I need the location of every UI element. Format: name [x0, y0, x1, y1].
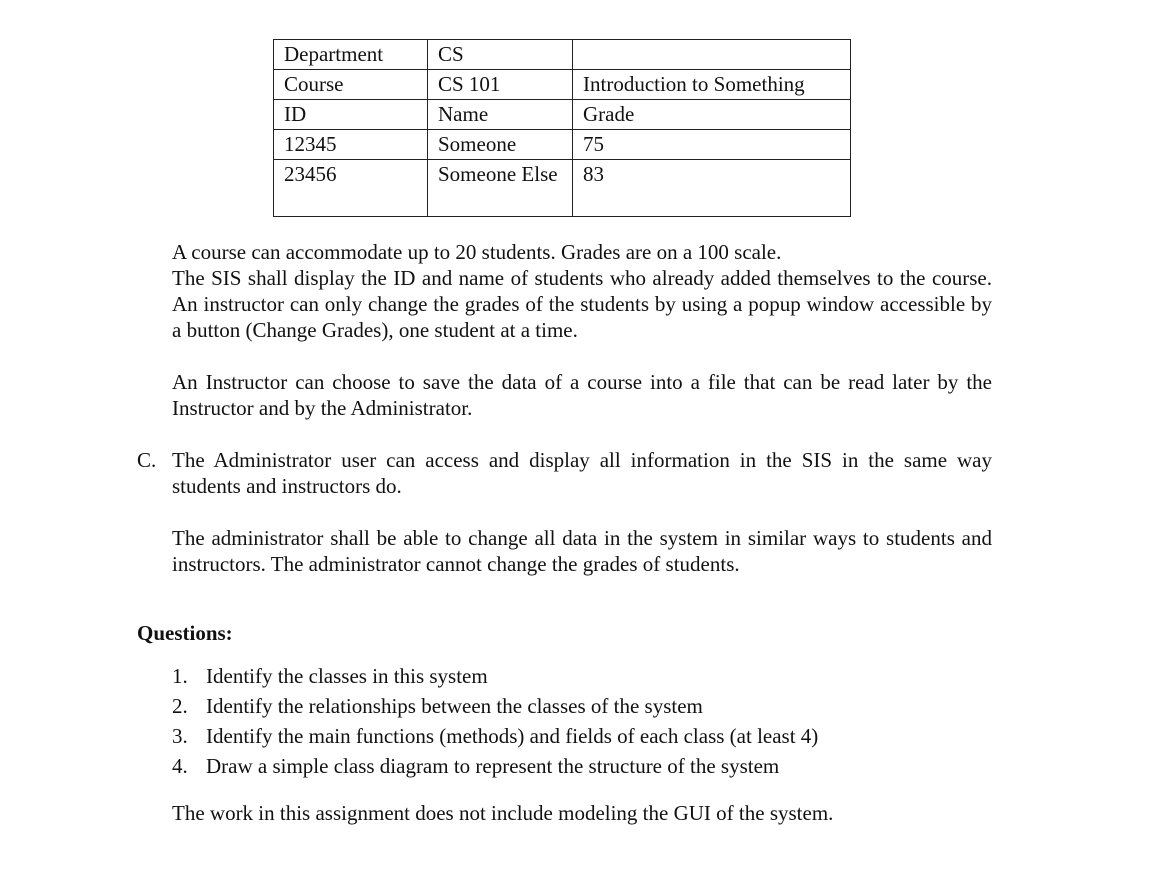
table-cell: Someone Else	[428, 160, 573, 217]
table-cell: 83	[573, 160, 851, 217]
list-item-text: Identify the main functions (methods) and fields of each class (at least 4)	[206, 724, 819, 748]
paragraph-line: A course can accommodate up to 20 students. Grades are on a 100 scale.	[172, 240, 782, 264]
paragraph-text: The SIS shall display the ID and name of students who already added themselves to the course. An instructor can only change the grades of the students by using a popup window accessible by a button (Change Grades), one student at a time.	[172, 266, 992, 342]
table-cell: ID	[274, 100, 428, 130]
table-row	[274, 100, 851, 130]
list-item-text: Identify the classes in this system	[206, 664, 488, 688]
course-grades-table	[273, 39, 851, 217]
closing-note: The work in this assignment does not include modeling the GUI of the system.	[172, 801, 834, 825]
table-cell: 75	[573, 130, 851, 160]
section-c-label: C.	[137, 448, 157, 472]
table-row	[274, 70, 851, 100]
table-cell: 23456	[274, 160, 428, 217]
table-row	[274, 40, 851, 70]
table-cell: Introduction to Something	[573, 70, 851, 100]
questions-list	[172, 661, 992, 781]
paragraph-course-capacity	[172, 239, 992, 343]
list-item-number: 3.	[172, 724, 188, 748]
list-item-text: Draw a simple class diagram to represent the structure of the system	[206, 754, 780, 778]
table-cell: Department	[274, 40, 428, 70]
table-row	[274, 130, 851, 160]
table-cell: Course	[274, 70, 428, 100]
paragraph-administrator-access: The Administrator user can access and display all information in the SIS in the same way students and instructors do.	[172, 448, 992, 498]
list-item	[172, 661, 992, 691]
list-item-number: 1.	[172, 664, 188, 688]
paragraph-administrator-change: The administrator shall be able to change all data in the system in similar ways to students and instructors. The administrator cannot change the grades of students.	[172, 526, 992, 576]
table-row	[274, 160, 851, 217]
table-cell	[573, 40, 851, 70]
list-item	[172, 751, 992, 781]
list-item-text: Identify the relationships between the classes of the system	[206, 694, 703, 718]
list-item	[172, 721, 992, 751]
table-cell: Someone	[428, 130, 573, 160]
table-cell: 12345	[274, 130, 428, 160]
table-cell: CS 101	[428, 70, 573, 100]
list-item	[172, 691, 992, 721]
list-item-number: 4.	[172, 754, 188, 778]
table-cell: CS	[428, 40, 573, 70]
list-item-number: 2.	[172, 694, 188, 718]
paragraph-save-data: An Instructor can choose to save the data of a course into a file that can be read later by the Instructor and by the Administrator.	[172, 370, 992, 420]
questions-heading: Questions:	[137, 621, 233, 645]
table-cell: Grade	[573, 100, 851, 130]
table-cell: Name	[428, 100, 573, 130]
